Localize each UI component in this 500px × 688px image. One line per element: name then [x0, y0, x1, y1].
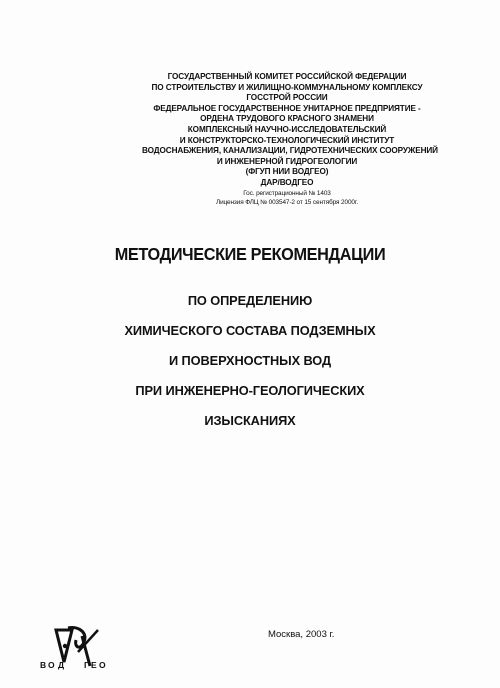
registration-number: Гос. регистрационный № 1403 — [243, 189, 331, 197]
logo-letter: О — [48, 660, 55, 670]
header-line: ГОССТРОЙ РОССИИ — [246, 93, 328, 103]
document-title: МЕТОДИЧЕСКИЕ РЕКОМЕНДАЦИИ — [114, 244, 386, 264]
vodgeo-logo — [38, 622, 116, 674]
logo-letter: Г — [84, 660, 89, 670]
header-line: И КОНСТРУКТОРСКО-ТЕХНОЛОГИЧЕСКИЙ ИНСТИТУТ — [179, 135, 395, 145]
subtitle-line: ХИМИЧЕСКОГО СОСТАВА ПОДЗЕМНЫХ — [124, 323, 376, 338]
header-line: ПО СТРОИТЕЛЬСТВУ И ЖИЛИЩНО-КОММУНАЛЬНОМУ КОМПЛЕКСУ — [151, 82, 423, 92]
header-line: (ФГУП НИИ ВОДГЕО) — [245, 167, 329, 177]
organization-header — [142, 72, 438, 207]
document-subtitle — [0, 286, 500, 436]
subtitle-line: ПО ОПРЕДЕЛЕНИЮ — [187, 293, 313, 308]
header-line: КОМПЛЕКСНЫЙ НАУЧНО-ИССЛЕДОВАТЕЛЬСКИЙ — [187, 124, 387, 134]
header-line: И ИНЖЕНЕРНОЙ ГИДРОГЕОЛОГИИ — [216, 156, 358, 166]
header-line: ФЕДЕРАЛЬНОЕ ГОСУДАРСТВЕННОЕ УНИТАРНОЕ ПРЕДПРИЯТИЕ - — [153, 103, 421, 113]
logo-letter: О — [99, 660, 106, 670]
logo-letter: Д — [58, 660, 65, 670]
header-line: ГОСУДАРСТВЕННЫЙ КОМИТЕТ РОССИЙСКОЙ ФЕДЕРАЦИИ — [167, 72, 407, 81]
header-line: ДАР/ВОДГЕО — [260, 177, 314, 187]
logo-letter: Е — [91, 660, 97, 670]
header-line: ВОДОСНАБЖЕНИЯ, КАНАЛИЗАЦИИ, ГИДРОТЕХНИЧЕСКИХ СООРУЖЕНИЙ — [142, 146, 438, 156]
subtitle-line: ПРИ ИНЖЕНЕРНО-ГЕОЛОГИЧЕСКИХ — [135, 383, 365, 398]
logo-letter: В — [40, 660, 47, 670]
header-line: ОРДЕНА ТРУДОВОГО КРАСНОГО ЗНАМЕНИ — [200, 114, 374, 124]
license-number: Лицензия ФЛЦ № 003547-2 от 15 сентября 2000г. — [215, 198, 358, 206]
publication-place-year: Москва, 2003 г. — [268, 629, 335, 640]
subtitle-line: ИЗЫСКАНИЯХ — [204, 413, 296, 428]
subtitle-line: И ПОВЕРХНОСТНЫХ ВОД — [169, 353, 331, 368]
